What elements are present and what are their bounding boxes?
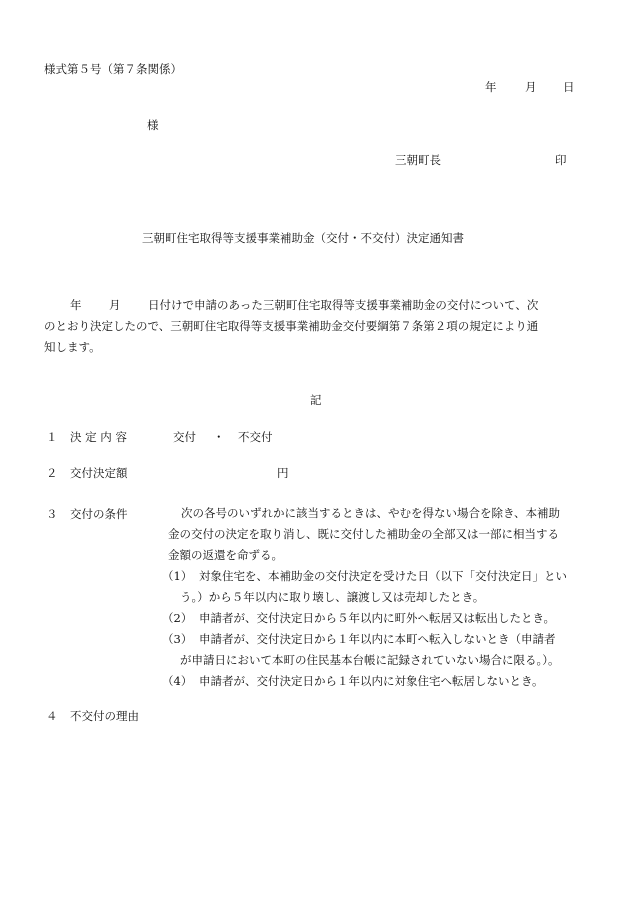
condition1-line2: う。）から５年以内に取り壊し、譲渡し又は売却したとき。 bbox=[180, 590, 485, 604]
item1-separator: ・ bbox=[213, 430, 225, 444]
seal-mark: 印 bbox=[555, 153, 567, 167]
document-title: 三朝町住宅取得等支援事業補助金（交付・不交付）決定通知書 bbox=[142, 231, 464, 245]
body-line1: 日付けで申請のあった三朝町住宅取得等支援事業補助金の交付について、次 bbox=[148, 298, 539, 312]
body-line2: のとおり決定したので、三朝町住宅取得等支援事業補助金交付要綱第７条第２項の規定により通 bbox=[44, 319, 539, 333]
date-year-label: 年 bbox=[485, 80, 497, 94]
body-line3: 知します。 bbox=[44, 340, 101, 354]
condition4-line1: 申請者が、交付決定日から１年以内に対象住宅へ転居しないとき。 bbox=[199, 674, 544, 688]
condition3-line2: が申請日において本町の住民基本台帳に記録されていない場合に限る。）。 bbox=[180, 653, 560, 667]
item1-option-grant: 交付 bbox=[173, 430, 196, 444]
item2-label: 交付決定額 bbox=[70, 466, 128, 480]
condition3-number: （3） bbox=[162, 632, 193, 646]
issuer-title: 三朝町長 bbox=[395, 153, 441, 167]
condition2-line1: 申請者が、交付決定日から５年以内に町外へ転居又は転出したとき。 bbox=[199, 611, 556, 625]
addressee-suffix: 様 bbox=[147, 118, 159, 132]
item2-unit: 円 bbox=[277, 466, 289, 480]
item3-label: 交付の条件 bbox=[70, 507, 128, 521]
form-number: 様式第５号（第７条関係） bbox=[44, 62, 182, 76]
item4-label: 不交付の理由 bbox=[70, 709, 139, 723]
condition2-number: （2） bbox=[162, 611, 193, 625]
item1-option-nongrant: 不交付 bbox=[238, 430, 273, 444]
condition1-line1: 対象住宅を、本補助金の交付決定を受けた日（以下「交付決定日」とい bbox=[199, 569, 567, 583]
date-month-label: 月 bbox=[525, 80, 537, 94]
body-year: 年 bbox=[70, 298, 82, 312]
item4-number: ４ bbox=[46, 709, 58, 723]
condition1-number: （1） bbox=[162, 569, 193, 583]
item3-intro-line3: 金額の返還を命ずる。 bbox=[168, 548, 283, 562]
item2-number: ２ bbox=[46, 466, 58, 480]
date-day-label: 日 bbox=[563, 80, 575, 94]
item1-number: １ bbox=[46, 430, 58, 444]
item3-intro-line1: 次の各号のいずれかに該当するときは、やむを得ない場合を除き、本補助 bbox=[181, 506, 561, 520]
item3-number: ３ bbox=[46, 507, 58, 521]
item3-intro-line2: 金の交付の決定を取り消し、既に交付した補助金の全部又は一部に相当する bbox=[168, 527, 559, 541]
item1-label: 決 定 内 容 bbox=[70, 430, 127, 444]
body-month: 月 bbox=[109, 298, 121, 312]
condition3-line1: 申請者が、交付決定日から１年以内に本町へ転入しないとき（申請者 bbox=[199, 632, 556, 646]
condition4-number: （4） bbox=[162, 674, 193, 688]
ki-heading: 記 bbox=[310, 393, 322, 407]
